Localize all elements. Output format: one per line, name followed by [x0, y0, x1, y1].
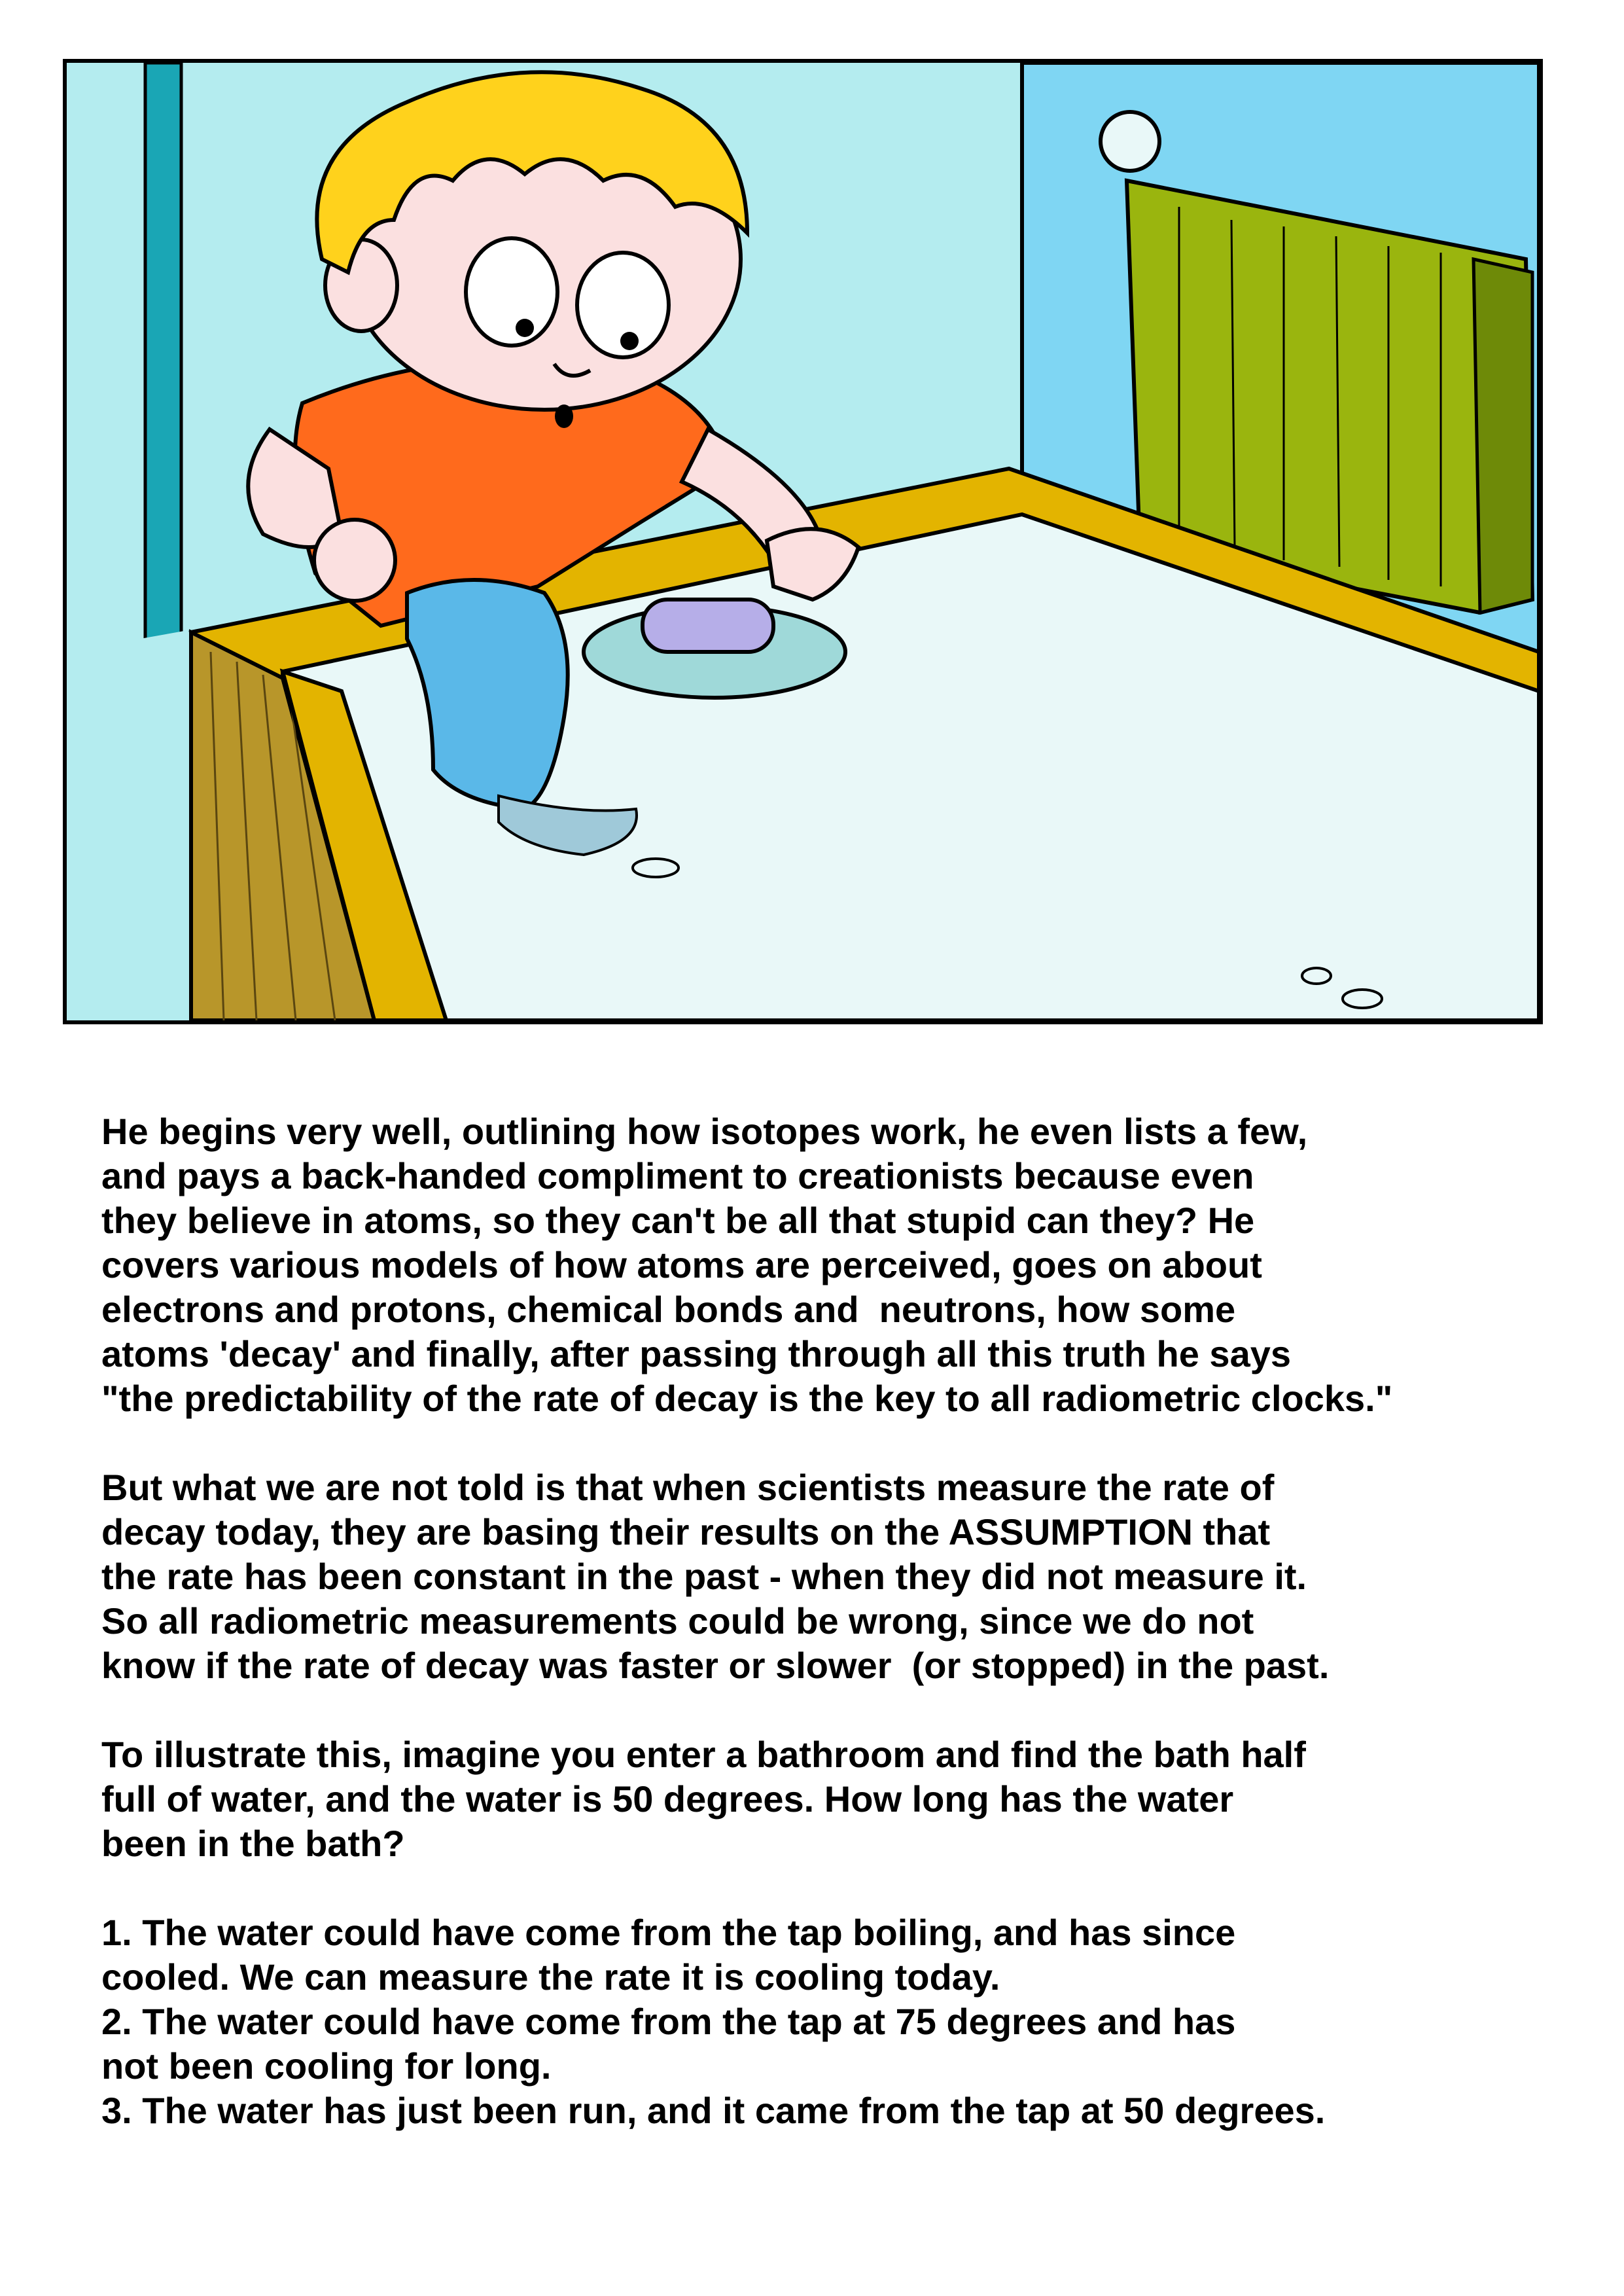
bathroom-cartoon	[67, 63, 1539, 1020]
article-text	[101, 1109, 1528, 2133]
boy-left-pupil	[516, 319, 534, 337]
text-line: they believe in atoms, so they can't be all that stupid can they? He	[101, 1200, 1255, 1241]
list-line: 2. The water could have come from the tap at 75 degrees and has	[101, 2001, 1236, 2042]
text-line: electrons and protons, chemical bonds and neutrons, how some	[101, 1289, 1236, 1330]
paragraph-intro	[101, 1109, 1528, 1421]
paragraph-assumption	[101, 1465, 1528, 1688]
text-line: know if the rate of decay was faster or slower (or stopped) in the past.	[101, 1645, 1330, 1686]
boy-fist	[314, 520, 395, 601]
list-line: cooled. We can measure the rate it is cooling today.	[101, 1956, 1000, 1998]
list-line: 3. The water has just been run, and it came from the tap at 50 degrees.	[101, 2090, 1326, 2131]
text-line: covers various models of how atoms are perceived, goes on about	[101, 1244, 1262, 1285]
towel-shadow	[1474, 259, 1532, 613]
text-line: But what we are not told is that when scientists measure the rate of	[101, 1467, 1275, 1508]
list-line: not been cooling for long.	[101, 2045, 552, 2087]
paragraph-illustration	[101, 1732, 1528, 1866]
text-line: decay today, they are basing their results on the ASSUMPTION that	[101, 1511, 1271, 1552]
boy-left-eye	[466, 238, 557, 346]
numbered-list	[101, 1910, 1528, 2133]
text-line: To illustrate this, imagine you enter a bathroom and find the bath half	[101, 1734, 1306, 1775]
text-line: and pays a back-handed compliment to creationists because even	[101, 1155, 1254, 1196]
text-line: full of water, and the water is 50 degrees. How long has the water	[101, 1778, 1234, 1820]
text-line: So all radiometric measurements could be wrong, since we do not	[101, 1600, 1254, 1641]
boy-mouth	[555, 404, 573, 428]
boy-right-pupil	[620, 332, 639, 350]
list-line: 1. The water could have come from the tap boiling, and has since	[101, 1912, 1236, 1953]
soap-bar	[643, 600, 773, 652]
wall-pillar	[145, 63, 181, 652]
text-line: the rate has been constant in the past - when they did not measure it.	[101, 1556, 1307, 1597]
text-line: He begins very well, outlining how isotopes work, he even lists a few,	[101, 1111, 1308, 1152]
towel-hook	[1101, 112, 1159, 171]
text-line: atoms 'decay' and finally, after passing through all this truth he says	[101, 1333, 1292, 1374]
text-line: "the predictability of the rate of decay is the key to all radiometric clocks."	[101, 1378, 1393, 1419]
cartoon-illustration	[63, 59, 1543, 1024]
text-line: been in the bath?	[101, 1823, 405, 1864]
